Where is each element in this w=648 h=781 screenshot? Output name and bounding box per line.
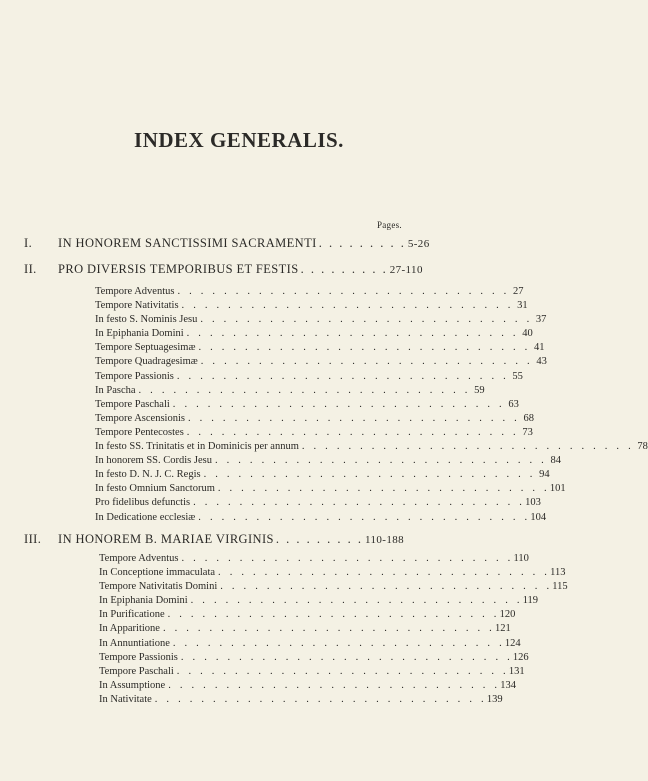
entry-label: Tempore Passionis	[95, 370, 174, 382]
section-title: PRO DIVERSIS TEMPORIBUS ET FESTIS	[58, 262, 299, 276]
entry-page: 124	[504, 637, 521, 649]
index-entry	[99, 567, 566, 581]
section-number: I.	[24, 236, 33, 250]
entry-label: In festo S. Nominis Jesu	[95, 314, 198, 326]
index-entry	[99, 679, 516, 694]
index-entry	[95, 412, 534, 427]
index-entry	[99, 665, 525, 680]
entry-label: Tempore Adventus	[99, 553, 179, 564]
dot-leader: . . . . . . . . . . . . . . . . . . . . . . . . . . . . .	[220, 581, 553, 593]
section-title: IN HONOREM B. MARIAE VIRGINIS	[58, 532, 274, 546]
section-2-entries	[95, 286, 648, 526]
index-entry	[95, 356, 547, 370]
entry-label: Tempore Passionis	[99, 651, 178, 663]
entry-label: In Assumptione	[99, 679, 166, 691]
entry-label: In festo Omnium Sanctorum	[95, 483, 215, 495]
dot-leader: . . . . . . . . . . . . . . . . . . . . . . . . . . . . .	[172, 637, 505, 649]
index-entry	[95, 497, 541, 511]
entry-page: 59	[474, 384, 485, 396]
entry-page: 68	[523, 412, 534, 424]
index-entry	[95, 483, 566, 497]
entry-label: Tempore Pentecostes	[95, 426, 184, 438]
index-entry	[95, 511, 547, 526]
section-heading-1	[24, 236, 430, 251]
section-3-entries	[99, 553, 568, 708]
entry-label: In Apparitione	[99, 623, 160, 635]
dot-leader: . . . . . . . . . . . . . . . . . . . . . . . . . . . . .	[162, 623, 495, 635]
entry-label: Tempore Paschali	[99, 665, 174, 677]
index-entry	[99, 623, 511, 637]
entry-label: In festo D. N. J. C. Regis	[95, 469, 201, 481]
index-entry	[99, 595, 539, 609]
entry-label: In festo SS. Trinitatis et in Dominicis per annum	[95, 441, 299, 453]
entry-page: 115	[552, 581, 568, 593]
entry-page: 94	[539, 469, 550, 481]
entry-label: Pro fidelibus defunctis	[95, 497, 191, 509]
entry-page: 43	[536, 356, 547, 368]
entry-label: Tempore Nativitatis	[95, 300, 179, 312]
dot-leader: . . . . . . . . . . . . . . . . . . . . . . . . . . . . .	[138, 384, 471, 396]
entry-page: 31	[517, 300, 528, 312]
dot-leader: . . . . . . . . . . . . . . . . . . . . . . . . . . . . .	[176, 370, 509, 382]
entry-page: 134	[500, 679, 516, 691]
index-entry	[95, 286, 524, 300]
entry-page: 119	[522, 595, 539, 607]
index-entry	[99, 609, 516, 623]
dot-leader: . . . . . . . . . . . . . . . . . . . . . . . . . . . . .	[198, 511, 531, 523]
dot-leader: . . . . . . . . . . . . . . . . . . . . . . . . . . . . .	[186, 328, 519, 340]
entry-page: 37	[535, 314, 547, 326]
dot-leader: . . . . . . . . . . . . . . . . . . . . . . . . . . . . .	[172, 398, 505, 410]
entry-label: Tempore Septuagesimæ	[95, 342, 196, 354]
dot-leader: . . . . . . . . . . . . . . . . . . . . . . . . . . . . .	[180, 651, 513, 663]
entry-page: 110	[513, 553, 529, 564]
index-entry	[95, 441, 648, 455]
dot-leader: . . . . . . . . .	[275, 532, 364, 546]
index-entry	[99, 637, 521, 652]
dot-leader: . . . . . . . . . . . . . . . . . . . . . . . . . . . . .	[190, 595, 523, 607]
entry-page: 78	[637, 441, 648, 453]
entry-page: 101	[549, 483, 566, 495]
entry-page: 63	[508, 398, 519, 410]
index-entry	[95, 328, 533, 342]
index-entry	[99, 581, 568, 595]
section-pages: 5-26	[407, 238, 430, 250]
entry-page: 121	[494, 623, 511, 635]
entry-label: In Pascha	[95, 384, 136, 396]
pages-column-header: Pages.	[376, 220, 402, 230]
index-entry	[99, 693, 503, 708]
dot-leader: . . . . . . . . . . . . . . . . . . . . . . . . . . . . .	[200, 356, 533, 368]
dot-leader: . . . . . . . . . . . . . . . . . . . . . . . . . . . . .	[177, 286, 510, 297]
entry-label: Tempore Ascensionis	[95, 412, 185, 424]
dot-leader: . . . . . . . . . . . . . . . . . . . . . . . . . . . . .	[181, 553, 514, 564]
entry-label: In Annuntiatione	[99, 637, 170, 649]
index-entry	[95, 342, 545, 356]
dot-leader: . . . . . . . . . . . . . . . . . . . . . . . . . . . . .	[181, 300, 514, 312]
section-number: II.	[24, 262, 37, 276]
entry-label: In Epiphania Domini	[95, 328, 184, 340]
entry-label: Tempore Paschali	[95, 398, 170, 410]
dot-leader: . . . . . . . . .	[300, 262, 388, 276]
dot-leader: . . . . . . . . . . . . . . . . . . . . . . . . . . . . .	[193, 497, 526, 509]
entry-label: Tempore Adventus	[95, 286, 175, 297]
dot-leader: . . . . . . . . . . . . . . . . . . . . . . . . . . . . .	[217, 483, 550, 495]
entry-page: 126	[512, 651, 529, 663]
section-title: IN HONOREM SANCTISSIMI SACRAMENTI	[58, 236, 317, 250]
dot-leader: . . . . . . . . . . . . . . . . . . . . . . . . . . . . .	[198, 342, 531, 354]
index-entry	[95, 455, 561, 469]
entry-label: In Purificatione	[99, 609, 165, 621]
index-entry	[95, 370, 523, 385]
entry-label: In Epiphania Domini	[99, 595, 188, 607]
entry-page: 73	[522, 426, 533, 438]
dot-leader: . . . . . . . . . . . . . . . . . . . . . . . . . . . . .	[203, 469, 536, 481]
entry-page: 131	[508, 665, 525, 677]
entry-label: In Conceptione immaculata	[99, 567, 216, 579]
entry-label: Tempore Quadragesimæ	[95, 356, 198, 368]
entry-label: In Dedicatione ecclesiæ	[95, 511, 196, 523]
section-heading-2	[24, 262, 423, 277]
entry-page: 139	[486, 693, 503, 705]
dot-leader: . . . . . . . . . . . . . . . . . . . . . . . . . . . . .	[301, 441, 634, 453]
dot-leader: . . . . . . . . . . . . . . . . . . . . . . . . . . . . .	[218, 567, 551, 579]
dot-leader: . . . . . . . . . . . . . . . . . . . . . . . . . . . . .	[200, 314, 533, 326]
entry-label: Tempore Nativitatis Domini	[99, 581, 218, 593]
dot-leader: . . . . . . . . .	[318, 236, 406, 250]
entry-page: 84	[550, 455, 561, 467]
entry-page: 104	[530, 511, 547, 523]
entry-label: In Nativitate	[99, 693, 152, 705]
dot-leader: . . . . . . . . . . . . . . . . . . . . . . . . . . . . .	[186, 426, 519, 438]
index-entry	[99, 553, 529, 567]
section-number: III.	[24, 532, 42, 546]
index-entry	[95, 398, 519, 413]
entry-page: 27	[513, 286, 524, 297]
index-entry	[95, 426, 533, 441]
index-entry	[95, 384, 485, 399]
entry-page: 103	[525, 497, 541, 509]
entry-page: 41	[533, 342, 545, 354]
index-entry	[99, 651, 529, 666]
dot-leader: . . . . . . . . . . . . . . . . . . . . . . . . . . . . .	[214, 455, 547, 467]
section-pages: 27-110	[389, 264, 423, 276]
dot-leader: . . . . . . . . . . . . . . . . . . . . . . . . . . . . .	[168, 679, 501, 691]
dot-leader: . . . . . . . . . . . . . . . . . . . . . . . . . . . . .	[176, 665, 509, 677]
section-heading-3	[24, 532, 404, 547]
dot-leader: . . . . . . . . . . . . . . . . . . . . . . . . . . . . .	[167, 609, 500, 621]
page-title: INDEX GENERALIS.	[134, 128, 344, 152]
index-entry	[95, 300, 528, 314]
dot-leader: . . . . . . . . . . . . . . . . . . . . . . . . . . . . .	[154, 693, 487, 705]
entry-label: In honorem SS. Cordis Jesu	[95, 455, 212, 467]
entry-page: 40	[522, 328, 533, 340]
entry-page: 120	[499, 609, 516, 621]
dot-leader: . . . . . . . . . . . . . . . . . . . . . . . . . . . . .	[187, 412, 520, 424]
entry-page: 113	[550, 567, 566, 579]
index-entry	[95, 314, 547, 328]
entry-page: 55	[512, 370, 523, 382]
index-entry	[95, 469, 550, 483]
section-pages: 110-188	[365, 534, 405, 546]
